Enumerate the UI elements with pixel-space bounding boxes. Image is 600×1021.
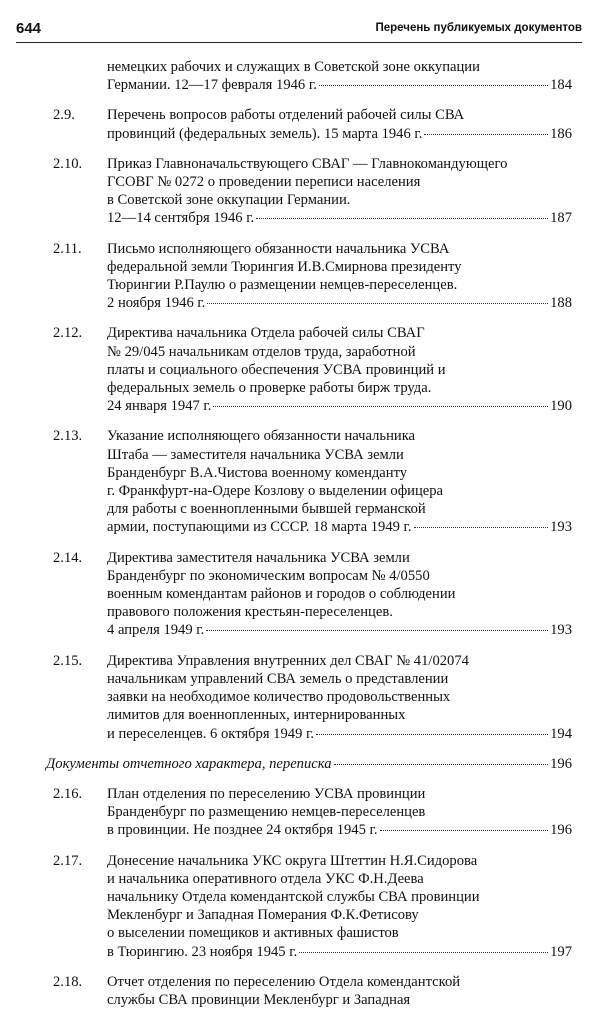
entry-last-line [107, 125, 572, 143]
dot-leader [207, 303, 548, 304]
entry-number: 2.15. [53, 652, 83, 669]
entry-number: 2.17. [53, 852, 83, 869]
dot-leader [299, 952, 548, 953]
entry-line: ГСОВГ № 0272 о проведении переписи населения [107, 174, 421, 191]
entry-last-line [107, 518, 572, 536]
entry-line: План отделения по переселению УСВА провинции [107, 785, 426, 802]
entry-last-line [107, 821, 572, 839]
entry-last-text: 2 ноября 1946 г. [107, 295, 206, 312]
entry-line: Приказ Главноначальствующего СВАГ — Главнокомандующего [107, 155, 508, 172]
entry-page: 193 [550, 622, 572, 639]
entry-line: и начальника оперативного отдела УКС Ф.Н.Деева [107, 870, 424, 887]
entry-line: федеральной земли Тюрингия И.В.Смирнова президенту [107, 258, 462, 275]
entries-group-b [0, 785, 600, 1009]
entry-last-text: и переселенцев. 6 октября 1949 г. [107, 725, 315, 742]
dot-leader [316, 734, 548, 735]
contents-entry [0, 427, 600, 536]
entry-line: Бранденбург по размещению немцев-переселенцев [107, 804, 426, 821]
entry-number: 2.10. [53, 155, 83, 172]
dot-leader [380, 830, 549, 831]
entry-last-line [107, 725, 572, 743]
entry-last-text: 4 апреля 1949 г. [107, 622, 205, 639]
contents-entry [0, 106, 600, 142]
entry-line: Директива заместителя начальника УСВА земли [107, 549, 410, 566]
entry-line: Перечень вопросов работы отделений рабочей силы СВА [107, 107, 465, 124]
entry-number: 2.13. [53, 428, 83, 445]
entry-page: 190 [550, 398, 572, 415]
entry-line: заявки на необходимое количество продовольственных [107, 689, 451, 706]
section-heading [0, 755, 600, 773]
dot-leader [256, 218, 548, 219]
entry-last-line [107, 76, 572, 94]
entry-last-line [107, 943, 572, 961]
contents-entry [0, 973, 600, 1009]
entry-number: 2.12. [53, 325, 83, 342]
entry-number: 2.9. [53, 107, 75, 124]
dot-leader [206, 630, 548, 631]
entries-group-a [0, 106, 600, 742]
entry-line: правового положения крестьян-переселенцев. [107, 604, 393, 621]
dot-leader [424, 134, 548, 135]
running-title: Перечень публикуемых документов [375, 22, 582, 34]
dot-leader [334, 764, 549, 765]
entry-last-text: в провинции. Не позднее 24 октября 1945 г. [107, 822, 378, 839]
entry-page: 196 [550, 822, 572, 839]
entry-line: для работы с военнопленными бывшей германской [107, 501, 426, 518]
entry-line: начальникам управлений СВА земель о представлении [107, 670, 449, 687]
contents-entry [0, 155, 600, 228]
entry-page: 186 [550, 125, 572, 142]
entry-last-line [107, 397, 572, 415]
entry-line: федеральных земель о проверке работы бирж труда. [107, 380, 432, 397]
entry-last-line [107, 621, 572, 639]
section-page: 196 [550, 755, 572, 772]
entry-line: Штаба — заместителя начальника УСВА земли [107, 446, 404, 463]
entry-line: Тюрингии Р.Паулю о размещении немцев-переселенцев. [107, 277, 458, 294]
dot-leader [319, 85, 548, 86]
entry-line: Бранденбург В.А.Чистова военному коменданту [107, 464, 408, 481]
entry-page: 194 [550, 725, 572, 742]
entry-number: 2.16. [53, 785, 83, 802]
section-line [46, 755, 572, 773]
contents-entry [0, 652, 600, 743]
entry-line: Директива Управления внутренних дел СВАГ № 41/02074 [107, 652, 469, 669]
entry-line: Бранденбург по экономическим вопросам № 4/0550 [107, 567, 430, 584]
entry-line: Директива начальника Отдела рабочей силы СВАГ [107, 325, 425, 342]
section-title: Документы отчетного характера, переписка [46, 755, 332, 772]
entry-last-text: Германии. 12—17 февраля 1946 г. [107, 77, 317, 94]
contents-entry [0, 324, 600, 415]
entry-line: г. Франкфурт-на-Одере Козлову о выделении офицера [107, 483, 444, 500]
contents-entry-continued [0, 58, 600, 94]
entry-last-text: в Тюрингию. 23 ноября 1945 г. [107, 943, 298, 960]
entry-page: 188 [550, 295, 572, 312]
contents-entry [0, 785, 600, 840]
entry-last-text: армии, поступающими из СССР. 18 марта 1949 г. [107, 519, 412, 536]
dot-leader [213, 406, 548, 407]
contents-entry [0, 240, 600, 313]
entry-line: Мекленбург и Западная Померания Ф.К.Фетисову [107, 907, 419, 924]
entry-line: немецких рабочих и служащих в Советской зоне оккупации [107, 59, 480, 75]
entry-line: Донесение начальника УКС округа Штеттин Н.Я.Сидорова [107, 852, 478, 869]
entry-line: Письмо исполняющего обязанности начальника УСВА [107, 240, 450, 257]
contents-entry [0, 852, 600, 961]
entry-last-line [107, 294, 572, 312]
entry-line: № 29/045 начальникам отделов труда, заработной [107, 343, 416, 360]
entry-number: 2.14. [53, 549, 83, 566]
entry-line: Указание исполняющего обязанности начальника [107, 428, 416, 445]
dot-leader [414, 527, 549, 528]
entry-last-line [107, 209, 572, 227]
page-header [16, 20, 582, 43]
contents-entry [0, 549, 600, 640]
entry-last-text: 24 января 1947 г. [107, 398, 212, 415]
entry-page: 197 [550, 943, 572, 960]
entry-line: лимитов для военнопленных, интернированных [107, 707, 406, 724]
contents-list [0, 58, 600, 1021]
entry-line: Отчет отделения по переселению Отдела комендантской [107, 973, 461, 990]
entry-page: 184 [550, 77, 572, 94]
entry-page: 187 [550, 210, 572, 227]
entry-last-text: провинций (федеральных земель). 15 марта 1946 г. [107, 125, 423, 142]
entry-page: 193 [550, 519, 572, 536]
page-number: 644 [16, 20, 42, 37]
entry-number: 2.18. [53, 973, 83, 990]
entry-last-text: 12—14 сентября 1946 г. [107, 210, 255, 227]
entry-line: в Советской зоне оккупации Германии. [107, 192, 351, 209]
entry-line: службы СВА провинции Мекленбург и Западная [107, 991, 411, 1008]
entry-line: начальнику Отдела комендантской службы СВА провинции [107, 888, 480, 905]
entry-line: о выселении помещиков и активных фашистов [107, 925, 399, 942]
entry-number: 2.11. [53, 240, 82, 257]
entry-line: платы и социального обеспечения УСВА провинций и [107, 361, 446, 378]
entry-line: военным комендантам районов и городов о соблюдении [107, 586, 456, 603]
